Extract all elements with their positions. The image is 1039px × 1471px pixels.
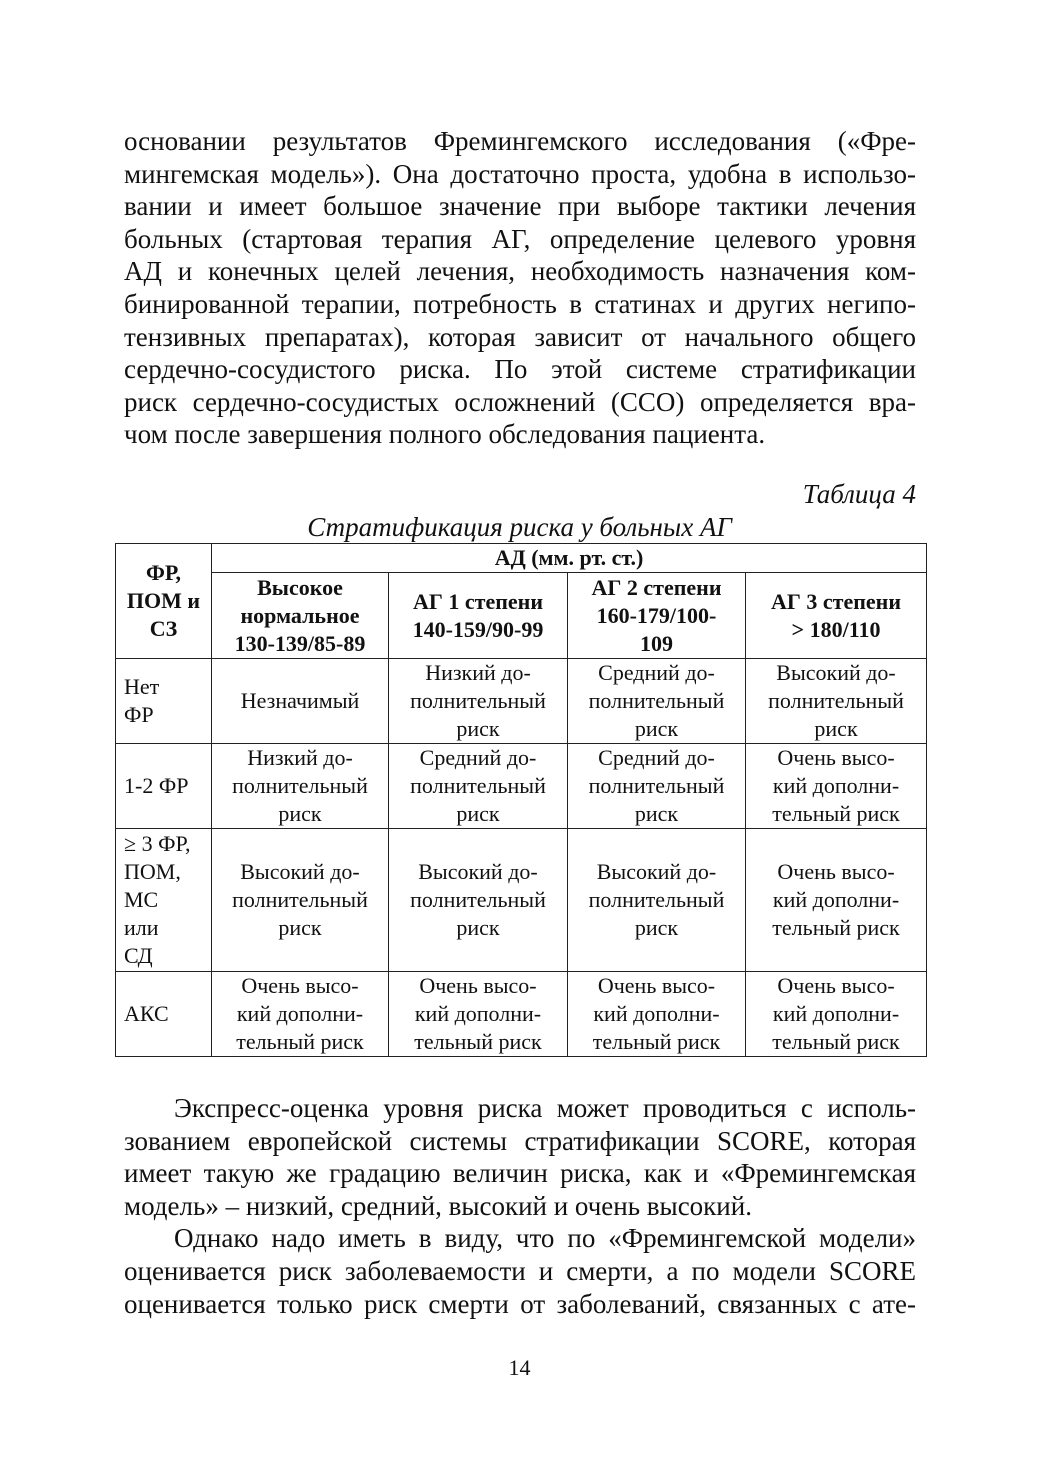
column-header: АГ 3 степени > 180/110 [746,573,927,659]
text-line: риск сердечно-сосудистых осложнений (ССО) определяется вра- [124,386,916,417]
table-header-row [116,544,927,573]
text-line: основании результатов Фремингемского исследования («Фре- [124,126,916,156]
table-cell: Средний до- полнительный риск [389,744,568,829]
table-cell: Очень высо- кий дополни- тельный риск [389,972,568,1057]
row-header: Нет ФР [116,659,212,744]
table-cell: Высокий до- полнительный риск [389,829,568,972]
column-header: АГ 1 степени 140-159/90-99 [389,573,568,659]
table-cell: Низкий до- полнительный риск [212,744,389,829]
text-line: вании и имеет большое значение при выборе тактики лечения [124,191,916,222]
table-row [116,744,927,829]
table-number: Таблица 4 [802,479,916,509]
text-line: зованием европейской системы стратификации SCORE, которая [124,1125,916,1156]
table-cell: Низкий до- полнительный риск [389,659,568,744]
column-header: Высокое нормальное 130-139/85-89 [212,573,389,659]
table-cell: Незначимый [212,659,389,744]
table-cell: Высокий до- полнительный риск [212,829,389,972]
text-line: оценивается только риск смерти от заболеваний, связанных с ате- [124,1288,916,1319]
table-row [116,972,927,1057]
table-row [116,659,927,744]
text-line: чом после завершения полного обследования пациента. [124,419,766,450]
text-line: модель» – низкий, средний, высокий и очень высокий. [124,1190,752,1221]
table-cell: Высокий до- полнительный риск [746,659,927,744]
paragraph-intro [124,125,916,451]
text-line: оценивается риск заболеваемости и смерти, а по модели SCORE [124,1255,916,1286]
table-subheader-row [116,573,927,659]
group-header: АД (мм. рт. ст.) [212,544,927,573]
text-line: больных (стартовая терапия АГ, определение целевого уровня [124,223,916,254]
risk-stratification-table [115,543,927,1057]
row-header: АКС [116,972,212,1057]
corner-header: ФР, ПОМ и СЗ [116,544,212,659]
table-cell: Очень высо- кий дополни- тельный риск [568,972,746,1057]
text-line: тензивных препаратах), которая зависит от начального общего [124,321,916,352]
table-cell: Очень высо- кий дополни- тельный риск [212,972,389,1057]
text-line: Однако надо иметь в виду, что по «Фремингемской модели» [174,1223,916,1254]
table-row [116,829,927,972]
table-cell: Очень высо- кий дополни- тельный риск [746,829,927,972]
table-cell: Средний до- полнительный риск [568,744,746,829]
column-header: АГ 2 степени 160-179/100- 109 [568,573,746,659]
table-cell: Очень высо- кий дополни- тельный риск [746,744,927,829]
text-line: Экспресс-оценка уровня риска может проводиться с исполь- [174,1093,916,1123]
text-line: бинированной терапии, потребность в статинах и других негипо- [124,288,916,319]
table-cell: Очень высо- кий дополни- тельный риск [746,972,927,1057]
table-cell: Высокий до- полнительный риск [568,829,746,972]
paragraph-score [124,1092,916,1320]
page-number: 14 [508,1355,531,1380]
text-line: имеет такую же градацию величин риска, как и «Фремингемская [124,1158,916,1189]
row-header: 1-2 ФР [116,744,212,829]
table-cell: Средний до- полнительный риск [568,659,746,744]
table-title: Стратификация риска у больных АГ [307,512,732,542]
text-line: мингемская модель»). Она достаточно проста, удобна в использо- [124,158,916,189]
row-header: ≥ 3 ФР, ПОМ, МС или СД [116,829,212,972]
text-line: АД и конечных целей лечения, необходимость назначения ком- [124,256,916,287]
text-line: сердечно-сосудистого риска. По этой системе стратификации [124,354,916,385]
